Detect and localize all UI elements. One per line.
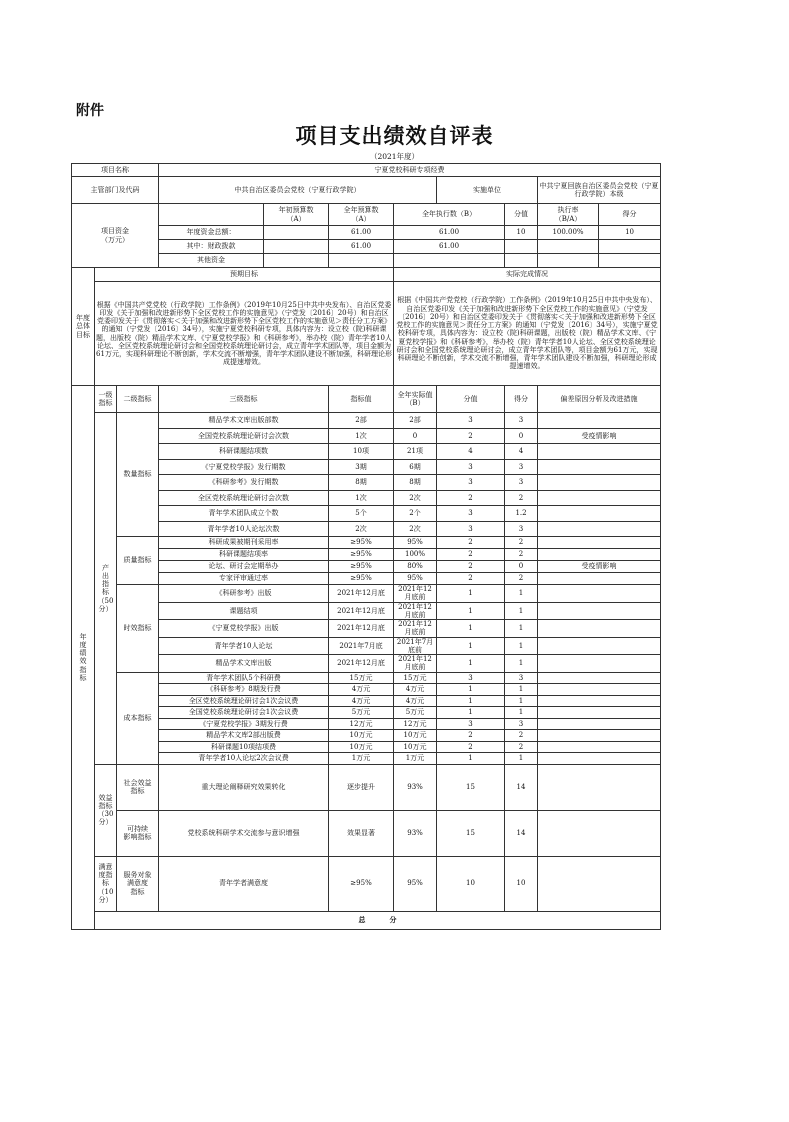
funds-label: 项目资金 （万元）: [72, 204, 159, 268]
indicator-note: [538, 672, 661, 684]
sustain-row: [72, 810, 661, 856]
funds-row-initial: [264, 226, 329, 240]
indicator-name: 《宁夏党校学报》发行期数: [159, 459, 329, 475]
indicator-name: 青年学术团队成立个数: [159, 506, 329, 522]
funds-row-name: 年度资金总额：: [159, 226, 264, 240]
funds-row: [72, 240, 661, 254]
indicator-actual: 15万元: [394, 672, 437, 684]
table-row: [72, 655, 661, 673]
goals-label: 年度 总体 目标: [72, 268, 95, 386]
indicator-got: 0: [505, 428, 538, 444]
indicator-name: 论坛、研讨会定期举办: [159, 561, 329, 573]
indicator-got: 10: [505, 856, 538, 911]
table-row: [72, 573, 661, 585]
indicator-score: 2: [437, 428, 505, 444]
table-row: [72, 695, 661, 707]
indicator-actual: 2个: [394, 506, 437, 522]
indicator-target: 2021年12月底: [329, 655, 394, 673]
indicator-score: 3: [437, 506, 505, 522]
indicator-actual: 6期: [394, 459, 437, 475]
table-row: [72, 444, 661, 460]
funds-header-rate: 执行率 （B/A）: [538, 204, 599, 226]
funds-row-initial: [264, 254, 329, 268]
indicator-score: 2: [437, 730, 505, 742]
indicator-got: 2: [505, 490, 538, 506]
indicator-actual: 93%: [394, 764, 437, 810]
funds-row-got: 10: [599, 226, 661, 240]
indicator-name: 全区党校系统理论研讨会1次会议费: [159, 695, 329, 707]
indicator-target: 5万元: [329, 707, 394, 719]
funds-row-name: 其他资金: [159, 254, 264, 268]
funds-row-annual: 61.00: [329, 240, 394, 254]
indicator-target: 5个: [329, 506, 394, 522]
indicator-note: [538, 602, 661, 620]
indicator-score: 1: [437, 602, 505, 620]
table-row: [72, 753, 661, 765]
indicator-actual: 95%: [394, 537, 437, 549]
indicator-name: 《科研参考》出版: [159, 585, 329, 603]
indicator-target: 逐步提升: [329, 764, 394, 810]
funds-header-got: 得分: [599, 204, 661, 226]
indicator-score: 3: [437, 521, 505, 537]
year-label: （2021年度）: [369, 152, 420, 161]
header-score: 分值: [437, 386, 505, 413]
indicator-target: 10万元: [329, 741, 394, 753]
indicator-actual: 5万元: [394, 707, 437, 719]
indicator-name: 精品学术文库2部出版费: [159, 730, 329, 742]
indicator-target: 2021年12月底: [329, 620, 394, 638]
funds-header-row: [72, 204, 661, 226]
table-row: [72, 521, 661, 537]
indicator-got: 3: [505, 475, 538, 491]
indicator-name: 青年学者满意度: [159, 856, 329, 911]
expected-goal-label: 预期目标: [95, 268, 394, 282]
indicator-note: [538, 695, 661, 707]
indicator-name: 《宁夏党校学报》3期发行费: [159, 718, 329, 730]
indicator-target: 10项: [329, 444, 394, 460]
table-row: [72, 549, 661, 561]
indicator-actual: 21项: [394, 444, 437, 460]
indicator-note: [538, 537, 661, 549]
funds-header-score: 分值: [505, 204, 538, 226]
indicator-note: [538, 684, 661, 696]
indicator-actual: 95%: [394, 856, 437, 911]
indicator-score: 3: [437, 459, 505, 475]
indicator-actual: 100%: [394, 549, 437, 561]
indicator-score: 1: [437, 655, 505, 673]
funds-row-score: 10: [505, 226, 538, 240]
self-evaluation-table: [71, 163, 661, 930]
funds-row-initial: [264, 240, 329, 254]
actual-goal-text: 根据《中国共产党党校（行政学院）工作条例》（2019年10月25日中共中央发布）、自治区党委印发《关于加强和改进新形势下全区党校工作的实施意见》（宁党发〔2016〕20号）和自治区党委印发关于《贯彻落实＜关于加强和改进新形势下全区党校工作的实施意见＞责任分工方案》的通知（宁党发〔2016〕34号），实施宁夏党校科研专项，具体内容为：设立校（院)科研课题，出版校（院）精品学术文库、《宁夏党校学报》和《科研参考》，举办校（院）青年学者10人论坛、全区党校系统理论研讨会和全国党校系统理论研讨会，成立青年学术团队等，项目金额为61万元，实现科研理论不断创新，学术交流不断增强，青年学术团队建设不断加强，科研理论形成提速增效。: [394, 282, 661, 386]
indicator-target: 2021年12月底: [329, 602, 394, 620]
table-row: [72, 475, 661, 491]
indicator-score: 2: [437, 537, 505, 549]
indicator-target: 4万元: [329, 695, 394, 707]
indicator-target: ≥95%: [329, 549, 394, 561]
funds-row-executed: 61.00: [394, 226, 505, 240]
indicator-got: 1: [505, 620, 538, 638]
indicator-note: [538, 637, 661, 655]
funds-header-executed: 全年执行数（B）: [394, 204, 505, 226]
indicator-score: 1: [437, 707, 505, 719]
indicator-name: 重大理论阐释研究效果转化: [159, 764, 329, 810]
indicator-actual: 10万元: [394, 730, 437, 742]
funds-row: [72, 254, 661, 268]
table-row: [72, 413, 661, 429]
output-indicator-label: 产 出 指 标 （50 分）: [95, 413, 117, 765]
indicator-got: 1: [505, 707, 538, 719]
funds-row-name: 其中：财政拨款: [159, 240, 264, 254]
indicator-header-row: [72, 386, 661, 413]
project-name-row: [72, 164, 661, 177]
indicator-note: [538, 753, 661, 765]
indicator-target: 15万元: [329, 672, 394, 684]
indicator-score: 10: [437, 856, 505, 911]
indicator-note: [538, 549, 661, 561]
funds-row-annual: [329, 254, 394, 268]
indicator-name: 《科研参考》8期发行费: [159, 684, 329, 696]
dept-row: [72, 177, 661, 204]
total-label: 总分: [95, 911, 661, 929]
indicator-name: 全国党校系统理论研讨会1次会议费: [159, 707, 329, 719]
indicator-note: [538, 444, 661, 460]
indicator-score: 3: [437, 718, 505, 730]
indicator-target: 效果显著: [329, 810, 394, 856]
indicator-note: [538, 718, 661, 730]
indicator-got: 14: [505, 764, 538, 810]
funds-row: [72, 226, 661, 240]
table-row: [72, 707, 661, 719]
indicator-got: 3: [505, 672, 538, 684]
indicator-actual: 8期: [394, 475, 437, 491]
indicator-got: 1: [505, 637, 538, 655]
header-level2: 二级指标: [117, 386, 159, 413]
indicator-target: 2部: [329, 413, 394, 429]
funds-row-rate: 100.00%: [538, 226, 599, 240]
indicator-name: 科研课题10项结项费: [159, 741, 329, 753]
indicator-got: 0: [505, 561, 538, 573]
indicator-score: 1: [437, 585, 505, 603]
indicator-got: 1: [505, 585, 538, 603]
indicator-score: 15: [437, 810, 505, 856]
indicator-score: 2: [437, 549, 505, 561]
indicator-score: 3: [437, 672, 505, 684]
funds-row-score: [505, 240, 538, 254]
indicator-actual: 80%: [394, 561, 437, 573]
funds-row-rate: [538, 240, 599, 254]
indicator-target: 1次: [329, 490, 394, 506]
indicator-actual: 1万元: [394, 753, 437, 765]
dept-value: 中共自治区委员会党校（宁夏行政学院）: [159, 177, 437, 204]
indicator-note: 受疫情影响: [538, 561, 661, 573]
indicator-note: [538, 856, 661, 911]
indicator-actual: 2021年12月底前: [394, 655, 437, 673]
header-level1: 一级 指标: [95, 386, 117, 413]
indicator-got: 3: [505, 521, 538, 537]
indicator-actual: 2021年12月底前: [394, 585, 437, 603]
table-row: [72, 730, 661, 742]
project-name-label: 项目名称: [72, 164, 159, 177]
indicator-note: [538, 413, 661, 429]
indicator-got: 2: [505, 730, 538, 742]
indicator-got: 1: [505, 602, 538, 620]
indicator-note: [538, 741, 661, 753]
header-level3: 三级指标: [159, 386, 329, 413]
indicator-note: [538, 573, 661, 585]
total-row: [72, 911, 661, 929]
funds-header-annual: 全年预算数 （A）: [329, 204, 394, 226]
cost-indicator-label: 成本指标: [117, 672, 159, 764]
annual-indicator-label: 年 度 绩 效 指 标: [72, 386, 95, 930]
project-name-value: 宁夏党校科研专项经费: [159, 164, 661, 177]
indicator-target: 2021年7月底: [329, 637, 394, 655]
indicator-score: 3: [437, 413, 505, 429]
service-indicator-label: 服务对象 满意度 指标: [117, 856, 159, 911]
goals-text-row: [72, 282, 661, 386]
indicator-got: 1: [505, 655, 538, 673]
indicator-actual: 4万元: [394, 684, 437, 696]
goals-header-row: [72, 268, 661, 282]
indicator-target: 2021年12月底: [329, 585, 394, 603]
indicator-target: 1万元: [329, 753, 394, 765]
indicator-target: 8期: [329, 475, 394, 491]
funds-row-executed: [394, 254, 505, 268]
indicator-name: 《宁夏党校学报》出版: [159, 620, 329, 638]
indicator-name: 科研课题结项率: [159, 549, 329, 561]
header-actual: 全年实际值 （B）: [394, 386, 437, 413]
indicator-name: 全国党校系统理论研讨会次数: [159, 428, 329, 444]
table-row: [72, 620, 661, 638]
funds-row-annual: 61.00: [329, 226, 394, 240]
table-row: [72, 741, 661, 753]
indicator-score: 1: [437, 620, 505, 638]
funds-row-rate: [538, 254, 599, 268]
actual-goal-label: 实际完成情况: [394, 268, 661, 282]
indicator-note: [538, 764, 661, 810]
indicator-actual: 4万元: [394, 695, 437, 707]
indicator-name: 精品学术文库出版部数: [159, 413, 329, 429]
indicator-actual: 2次: [394, 521, 437, 537]
indicator-actual: 2021年12月底前: [394, 602, 437, 620]
indicator-score: 3: [437, 475, 505, 491]
indicator-score: 2: [437, 561, 505, 573]
indicator-target: ≥95%: [329, 561, 394, 573]
indicator-target: 3期: [329, 459, 394, 475]
table-row: [72, 459, 661, 475]
indicator-actual: 95%: [394, 573, 437, 585]
table-row: [72, 684, 661, 696]
indicator-name: 青年学者10人论坛2次会议费: [159, 753, 329, 765]
indicator-score: 4: [437, 444, 505, 460]
indicator-actual: 10万元: [394, 741, 437, 753]
table-row: [72, 490, 661, 506]
indicator-score: 1: [437, 753, 505, 765]
indicator-target: 2次: [329, 521, 394, 537]
indicator-target: ≥95%: [329, 856, 394, 911]
indicator-target: ≥95%: [329, 537, 394, 549]
indicator-name: 青年学者10人论坛次数: [159, 521, 329, 537]
table-row: [72, 672, 661, 684]
indicator-target: 4万元: [329, 684, 394, 696]
quantity-indicator-label: 数量指标: [117, 413, 159, 537]
indicator-got: 1.2: [505, 506, 538, 522]
indicator-name: 精品学术文库出版: [159, 655, 329, 673]
attachment-label: 附件: [76, 103, 104, 119]
expected-goal-text: 根据《中国共产党党校（行政学院）工作条例》（2019年10月25日中共中央发布）、自治区党委印发《关于加强和改进新形势下全区党校工作的实施意见》（宁党发〔2016〕20号）和自治区党委印发关于《贯彻落实＜关于加强和改进新形势下全区党校工作的实施意见＞责任分工方案》的通知（宁党发〔2016〕34号），实施宁夏党校科研专项，具体内容为：设立校（院)科研课题，出版校（院）精品学术文库、《宁夏党校学报》和《科研参考》，举办校（院）青年学者10人论坛、全区党校系统理论研讨会和全国党校系统理论研讨会，成立青年学术团队等，项目金额为61万元，实现科研理论不断创新，学术交流不断增强，青年学术团队建设不断加强，科研理论形成提速增效。: [95, 282, 394, 386]
indicator-score: 1: [437, 684, 505, 696]
indicator-got: 14: [505, 810, 538, 856]
page-title: 项目支出绩效自评表: [295, 123, 494, 148]
table-row: [72, 602, 661, 620]
table-row: [72, 637, 661, 655]
social-row: [72, 764, 661, 810]
indicator-target: ≥95%: [329, 573, 394, 585]
indicator-score: 1: [437, 637, 505, 655]
quality-indicator-label: 质量指标: [117, 537, 159, 585]
indicator-name: 全区党校系统理论研讨会次数: [159, 490, 329, 506]
impl-label: 实施单位: [437, 177, 538, 204]
funds-row-executed: 61.00: [394, 240, 505, 254]
indicator-got: 2: [505, 537, 538, 549]
header-got: 得分: [505, 386, 538, 413]
satisfaction-indicator-label: 满意 度指 标 （10 分）: [95, 856, 117, 911]
indicator-target: 10万元: [329, 730, 394, 742]
indicator-actual: 2021年7月底前: [394, 637, 437, 655]
indicator-note: [538, 490, 661, 506]
indicator-got: 3: [505, 413, 538, 429]
indicator-name: 青年学术团队5个科研费: [159, 672, 329, 684]
indicator-got: 2: [505, 549, 538, 561]
sustain-indicator-label: 可持续 影响指标: [117, 810, 159, 856]
indicator-note: [538, 620, 661, 638]
indicator-actual: 12万元: [394, 718, 437, 730]
indicator-note: [538, 459, 661, 475]
dept-label: 主管部门及代码: [72, 177, 159, 204]
indicator-actual: 2021年12月底前: [394, 620, 437, 638]
table-row: [72, 506, 661, 522]
indicator-name: 专家评审通过率: [159, 573, 329, 585]
indicator-name: 科研课题结项数: [159, 444, 329, 460]
indicator-got: 4: [505, 444, 538, 460]
indicator-score: 15: [437, 764, 505, 810]
effect-indicator-label: 效益 指标 （30 分）: [95, 764, 117, 856]
indicator-name: 课题结项: [159, 602, 329, 620]
indicator-note: [538, 521, 661, 537]
funds-header-blank: [159, 204, 264, 226]
indicator-got: 3: [505, 718, 538, 730]
service-row: [72, 856, 661, 911]
funds-row-got: [599, 254, 661, 268]
indicator-note: [538, 810, 661, 856]
table-row: [72, 428, 661, 444]
table-row: [72, 561, 661, 573]
indicator-note: [538, 475, 661, 491]
indicator-score: 1: [437, 695, 505, 707]
indicator-actual: 0: [394, 428, 437, 444]
indicator-name: 青年学者10人论坛: [159, 637, 329, 655]
table-row: [72, 585, 661, 603]
indicator-score: 2: [437, 573, 505, 585]
indicator-got: 1: [505, 695, 538, 707]
table-row: [72, 537, 661, 549]
indicator-actual: 2次: [394, 490, 437, 506]
indicator-score: 2: [437, 741, 505, 753]
indicator-got: 1: [505, 753, 538, 765]
indicator-score: 2: [437, 490, 505, 506]
social-indicator-label: 社会效益 指标: [117, 764, 159, 810]
indicator-note: 受疫情影响: [538, 428, 661, 444]
indicator-name: 科研成果被期刊采用率: [159, 537, 329, 549]
indicator-target: 12万元: [329, 718, 394, 730]
indicator-note: [538, 585, 661, 603]
indicator-got: 2: [505, 573, 538, 585]
funds-row-score: [505, 254, 538, 268]
header-target: 指标值: [329, 386, 394, 413]
indicator-note: [538, 707, 661, 719]
indicator-note: [538, 506, 661, 522]
time-indicator-label: 时效指标: [117, 585, 159, 673]
indicator-name: 《科研参考》发行期数: [159, 475, 329, 491]
indicator-note: [538, 655, 661, 673]
header-deviation: 偏差原因分析及改进措施: [538, 386, 661, 413]
indicator-target: 1次: [329, 428, 394, 444]
indicator-actual: 93%: [394, 810, 437, 856]
indicator-got: 3: [505, 459, 538, 475]
indicator-note: [538, 730, 661, 742]
indicator-name: 党校系统科研学术交流参与意识增强: [159, 810, 329, 856]
impl-value: 中共宁夏回族自治区委员会党校（宁夏行政学院）本级: [538, 177, 661, 204]
table-row: [72, 718, 661, 730]
indicator-got: 1: [505, 684, 538, 696]
funds-row-got: [599, 240, 661, 254]
indicator-got: 2: [505, 741, 538, 753]
funds-header-initial: 年初预算数 （A）: [264, 204, 329, 226]
indicator-actual: 2部: [394, 413, 437, 429]
